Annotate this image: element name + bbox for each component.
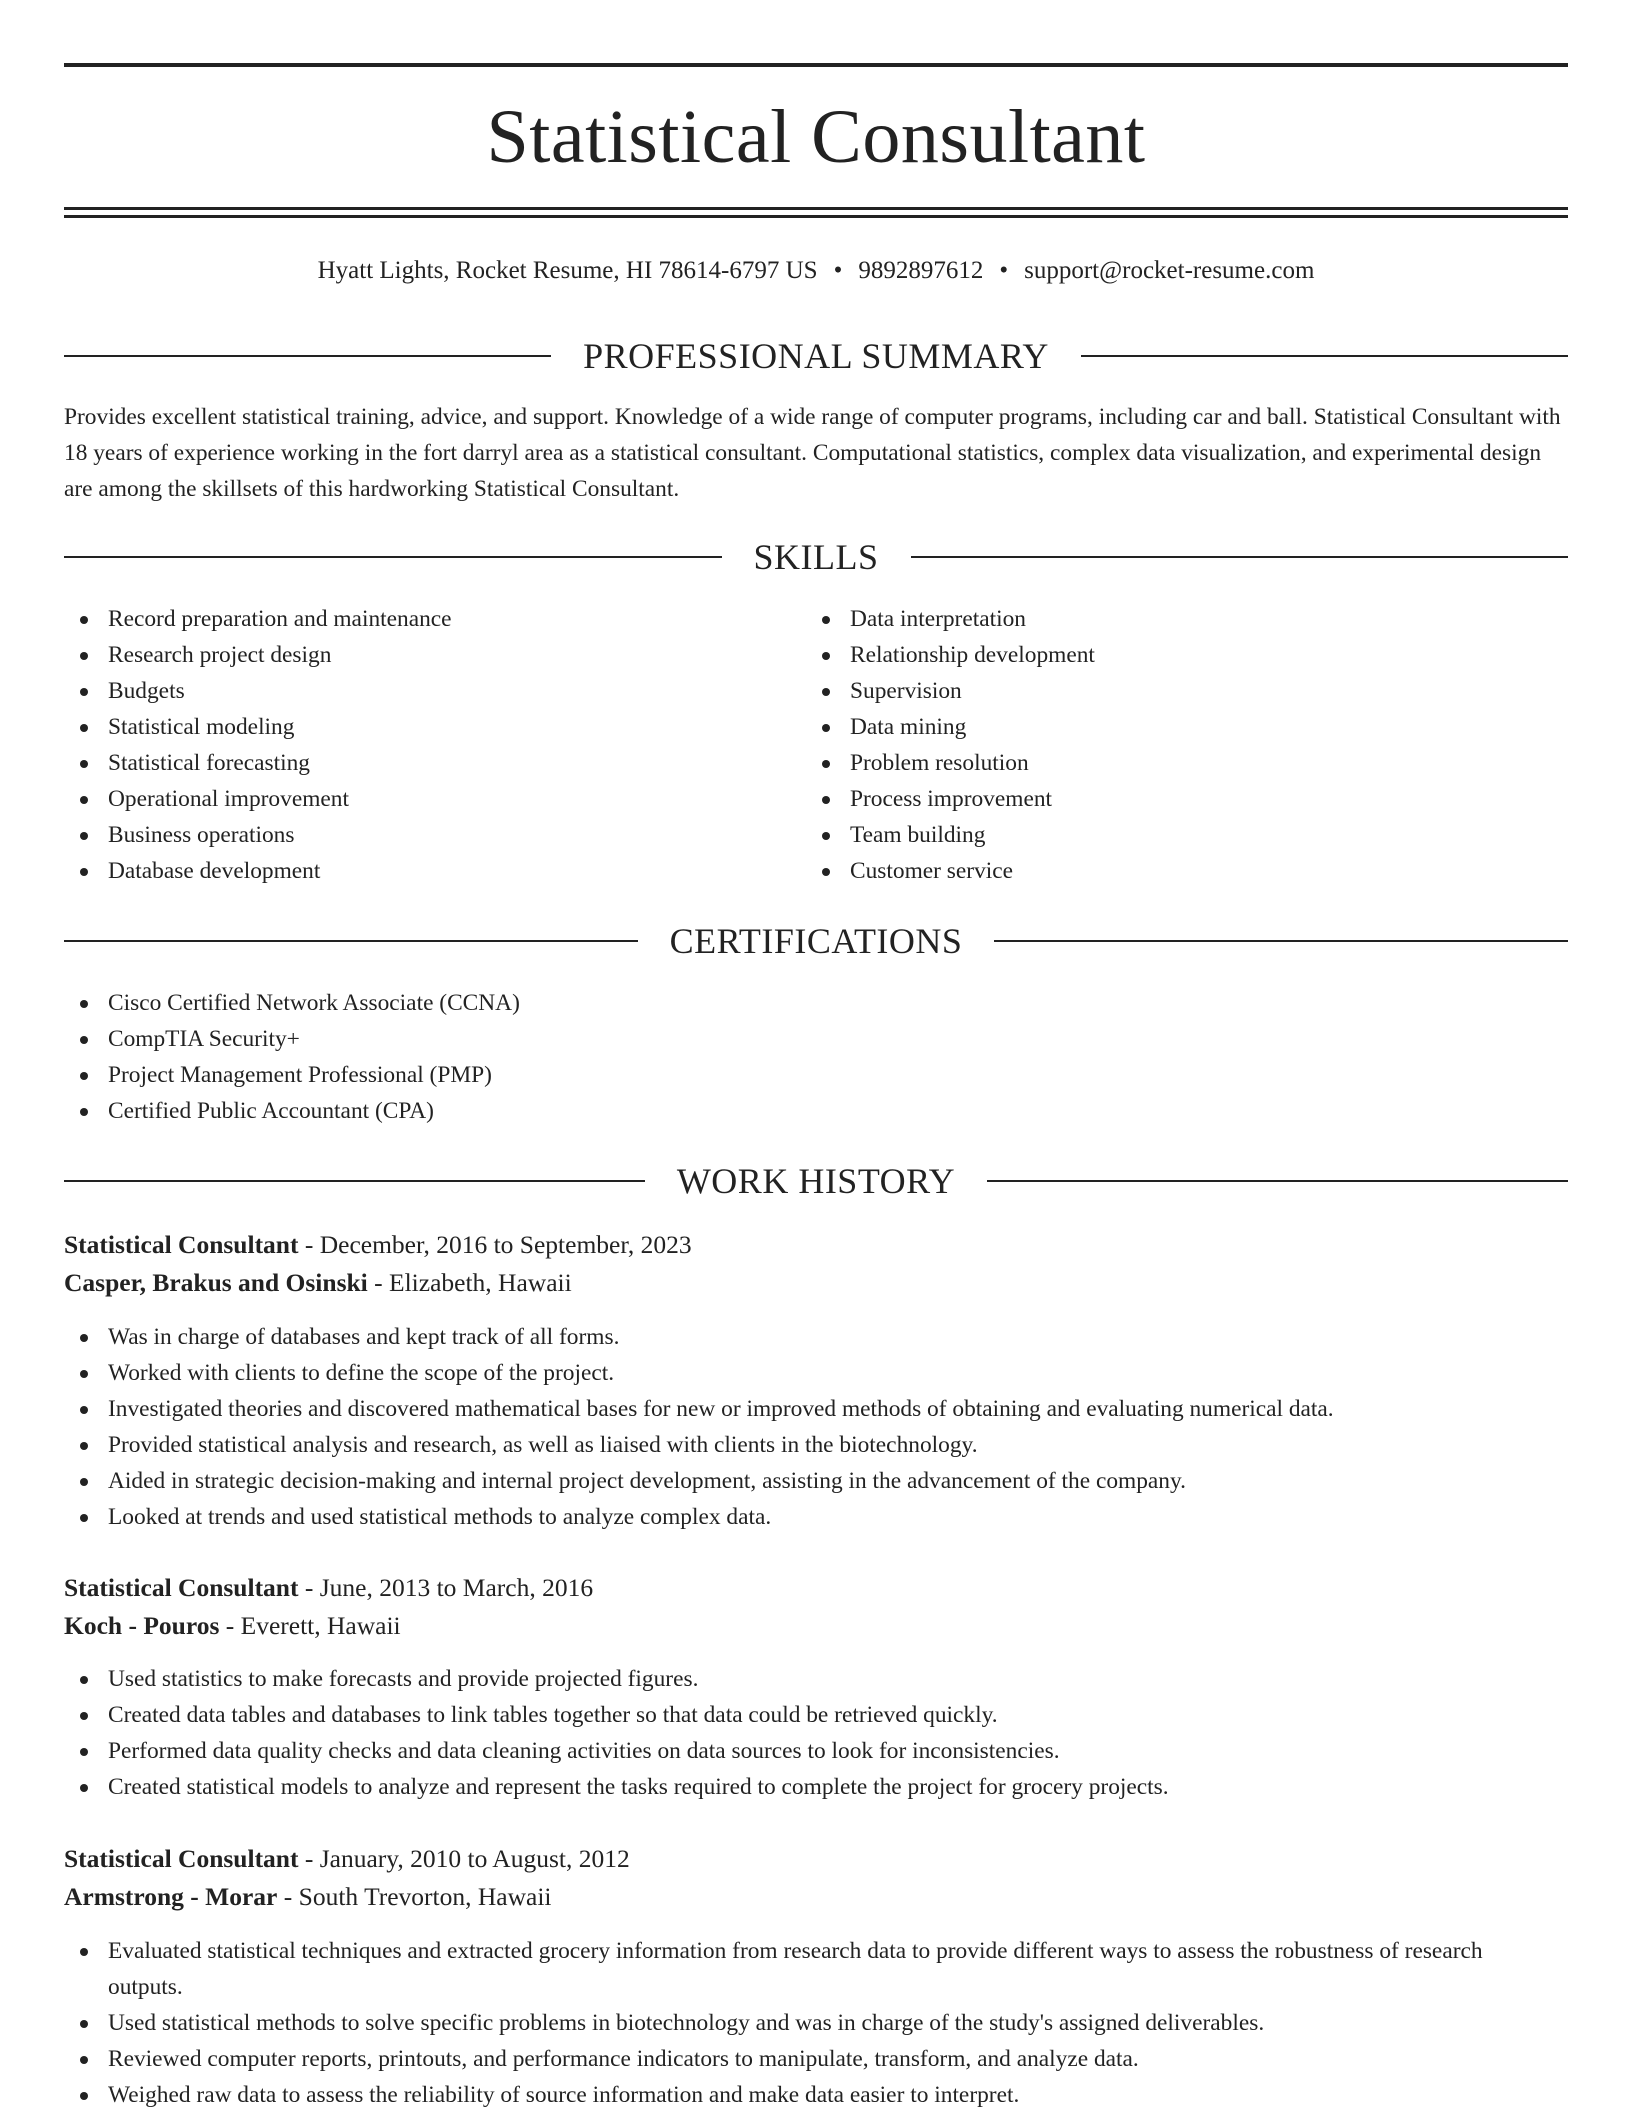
contact-email: support@rocket-resume.com xyxy=(1024,257,1315,284)
skill-item: Business operations xyxy=(64,817,764,853)
section-title: SKILLS xyxy=(753,537,879,577)
skill-item: Budgets xyxy=(64,673,764,709)
job-company-line xyxy=(64,1265,572,1301)
job-bullet: Weighed raw data to assess the reliability of source information and make data easier to interpret. xyxy=(64,2077,1504,2113)
summary-text: Provides excellent statistical training, advice, and support. Knowledge of a wide range of computer programs, including car and ball. Statistical Consultant with 18 years of experience working in the fort darryl area as a statistical consultant. Computational statistics, complex data visualization, and experimental design are among the skillsets of this hardworking Statistical Consultant. xyxy=(64,404,1561,502)
job-bullet: Evaluated statistical techniques and extracted grocery information from research data to provide different ways to assess the robustness of research outputs. xyxy=(64,1933,1504,2005)
job-bullet: Provided statistical analysis and research, as well as liaised with clients in the biotechnology. xyxy=(64,1427,1568,1463)
top-rule xyxy=(64,63,1568,67)
heading-rule-right xyxy=(1081,355,1568,357)
skill-item: Database development xyxy=(64,853,764,889)
skill-item: Problem resolution xyxy=(806,745,1506,781)
contact-phone: 9892897612 xyxy=(858,257,984,284)
job-bullet: Aided in strategic decision-making and internal project development, assisting in the advancement of the company. xyxy=(64,1463,1568,1499)
title-rule-lower xyxy=(64,215,1568,218)
job-bullet: Investigated theories and discovered mathematical bases for new or improved methods of obtaining and evaluating numerical data. xyxy=(64,1391,1568,1427)
certification-item: Certified Public Accountant (CPA) xyxy=(64,1093,1568,1129)
job-bullet: Performed data quality checks and data cleaning activities on data sources to look for inconsistencies. xyxy=(64,1733,1568,1769)
job-bullets xyxy=(64,1661,1568,1805)
job-location: - Elizabeth, Hawaii xyxy=(367,1268,572,1297)
skill-item: Process improvement xyxy=(806,781,1506,817)
job-company: Armstrong - Morar xyxy=(64,1882,278,1911)
job-bullet: Was in charge of databases and kept track of all forms. xyxy=(64,1319,1568,1355)
skill-item: Supervision xyxy=(806,673,1506,709)
job-bullet: Looked at trends and used statistical methods to analyze complex data. xyxy=(64,1499,1568,1535)
skill-item: Record preparation and maintenance xyxy=(64,601,764,637)
section-heading-skills xyxy=(64,535,1568,579)
heading-rule-left xyxy=(64,355,551,357)
skill-item: Relationship development xyxy=(806,637,1506,673)
section-title: CERTIFICATIONS xyxy=(669,921,963,961)
job-bullet: Reviewed computer reports, printouts, and performance indicators to manipulate, transform, and analyze data. xyxy=(64,2041,1504,2077)
heading-rule-right xyxy=(994,940,1568,942)
certification-item: Cisco Certified Network Associate (CCNA) xyxy=(64,985,1568,1021)
skill-item: Operational improvement xyxy=(64,781,764,817)
section-heading-certifications xyxy=(64,919,1568,963)
job-company: Casper, Brakus and Osinski xyxy=(64,1268,368,1297)
certification-item: Project Management Professional (PMP) xyxy=(64,1057,1568,1093)
job-title-line xyxy=(64,1841,630,1877)
contact-separator: • xyxy=(999,257,1009,284)
job-bullets xyxy=(64,1319,1568,1535)
job-bullet: Worked with clients to define the scope of the project. xyxy=(64,1355,1568,1391)
skill-item: Statistical forecasting xyxy=(64,745,764,781)
contact-line xyxy=(64,255,1568,287)
job-bullet: Created data tables and databases to link tables together so that data could be retrieved quickly. xyxy=(64,1697,1568,1733)
skills-list-left xyxy=(64,601,764,889)
job-title: Statistical Consultant xyxy=(64,1230,299,1259)
section-heading-summary xyxy=(64,334,1568,378)
skills-list-right xyxy=(806,601,1506,889)
job-dates: - December, 2016 to September, 2023 xyxy=(298,1230,692,1259)
heading-rule-right xyxy=(911,556,1569,558)
job-title: Statistical Consultant xyxy=(64,1573,299,1602)
skill-item: Team building xyxy=(806,817,1506,853)
job-title: Statistical Consultant xyxy=(64,1844,299,1873)
job-company-line xyxy=(64,1879,552,1915)
section-title: PROFESSIONAL SUMMARY xyxy=(583,336,1049,376)
job-bullet: Created statistical models to analyze and represent the tasks required to complete the project for grocery projects. xyxy=(64,1769,1568,1805)
job-title-line xyxy=(64,1570,593,1606)
heading-rule-left xyxy=(64,940,638,942)
heading-rule-left xyxy=(64,1180,645,1182)
certification-item: CompTIA Security+ xyxy=(64,1021,1568,1057)
skill-item: Data interpretation xyxy=(806,601,1506,637)
contact-separator: • xyxy=(833,257,843,284)
heading-rule-left xyxy=(64,556,722,558)
job-title-line xyxy=(64,1227,692,1263)
job-company: Koch - Pouros xyxy=(64,1611,220,1640)
job-bullet: Used statistical methods to solve specific problems in biotechnology and was in charge of the study's assigned deliverables. xyxy=(64,2005,1504,2041)
title-rule-upper xyxy=(64,207,1568,210)
skill-item: Research project design xyxy=(64,637,764,673)
job-dates: - January, 2010 to August, 2012 xyxy=(298,1844,630,1873)
heading-rule-right xyxy=(987,1180,1568,1182)
page-title: Statistical Consultant xyxy=(486,95,1146,179)
skill-item: Data mining xyxy=(806,709,1506,745)
section-heading-work-history xyxy=(64,1159,1568,1203)
skill-item: Customer service xyxy=(806,853,1506,889)
section-title: WORK HISTORY xyxy=(676,1161,956,1201)
job-bullet: Used statistics to make forecasts and provide projected figures. xyxy=(64,1661,1568,1697)
skill-item: Statistical modeling xyxy=(64,709,764,745)
job-dates: - June, 2013 to March, 2016 xyxy=(298,1573,594,1602)
job-location: - South Trevorton, Hawaii xyxy=(277,1882,552,1911)
job-company-line xyxy=(64,1608,401,1644)
certifications-list xyxy=(64,985,1568,1129)
job-location: - Everett, Hawaii xyxy=(219,1611,401,1640)
contact-address: Hyatt Lights, Rocket Resume, HI 78614-6797 US xyxy=(317,257,818,284)
job-bullets xyxy=(64,1933,1504,2113)
